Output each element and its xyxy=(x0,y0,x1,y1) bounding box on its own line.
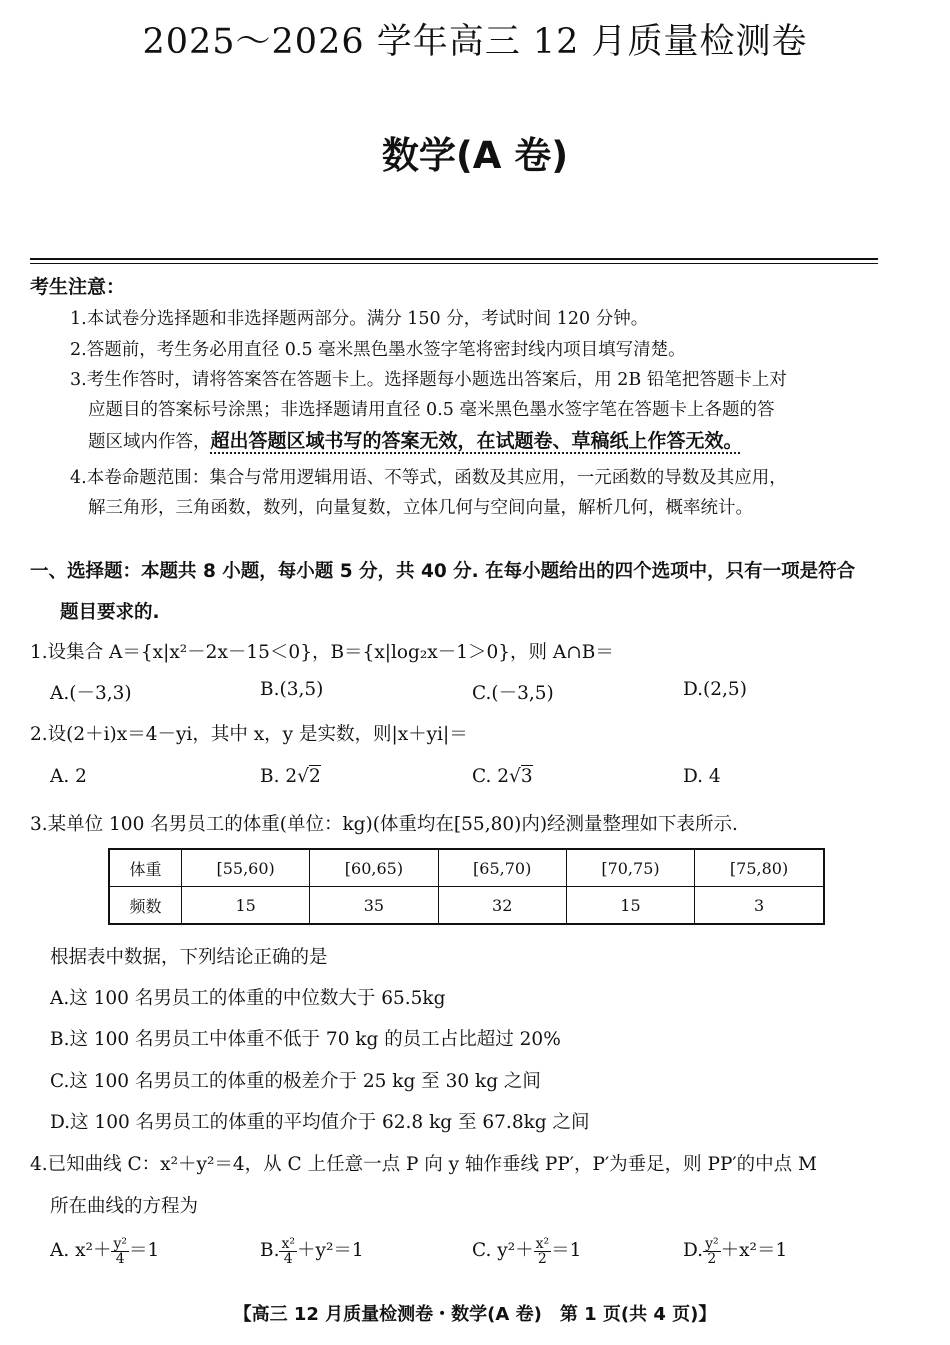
table-cell: 3 xyxy=(695,887,824,925)
table-cell: 15 xyxy=(182,887,310,925)
denominator: 2 xyxy=(537,1250,547,1267)
question-3-prompt: 根据表中数据，下列结论正确的是 xyxy=(50,947,328,968)
fraction xyxy=(703,1237,721,1266)
q2-c-radicand: 3 xyxy=(520,766,533,787)
q2-option-d: D. 4 xyxy=(683,766,721,787)
table-cell: 32 xyxy=(438,887,566,925)
table-cell: 35 xyxy=(310,887,438,925)
table-cell: [75,80) xyxy=(695,849,824,887)
question-4-stem-cont: 所在曲线的方程为 xyxy=(50,1196,199,1217)
numerator: x² xyxy=(281,1235,295,1252)
q4-c-text: C. y²＋ xyxy=(472,1240,534,1261)
q2-b-radicand: 2 xyxy=(308,766,321,787)
notice-item: 4.本卷命题范围：集合与常用逻辑用语、不等式，函数及其应用，一元函数的导数及其应用， xyxy=(70,468,787,488)
numerator: x² xyxy=(535,1235,550,1252)
section-heading: 题目要求的. xyxy=(60,602,160,623)
exam-subtitle: 数学(A 卷) xyxy=(381,134,569,177)
q4-a-text: A. x²＋ xyxy=(50,1240,112,1261)
table-cell: [65,70) xyxy=(438,849,566,887)
notice-item: 应题目的答案标号涂黑；非选择题请用直径 0.5 毫米黑色墨水签字笔在答题卡上各题的答 xyxy=(88,400,775,420)
notice-item: 1.本试卷分选择题和非选择题两部分。满分 150 分，考试时间 120 分钟。 xyxy=(70,309,649,329)
notice-emphasis: 超出答题区域书写的答案无效，在试题卷、草稿纸上作答无效。 xyxy=(210,430,743,452)
table-cell: [55,60) xyxy=(182,849,310,887)
notice-item: 3.考生作答时，请将答案答在答题卡上。选择题每小题选出答案后，用 2B 铅笔把答题卡上对 xyxy=(70,370,787,390)
q4-option-a xyxy=(50,1236,159,1266)
table-row xyxy=(109,887,824,925)
table-row xyxy=(109,849,824,887)
q4-b-text: B. xyxy=(260,1240,280,1261)
q3-option-b: B.这 100 名男员工中体重不低于 70 kg 的员工占比超过 20% xyxy=(50,1029,561,1050)
q4-b-text: ＋y²＝1 xyxy=(297,1240,364,1261)
sqrt-sign: √ xyxy=(509,766,521,787)
question-4-stem: 4.已知曲线 C：x²＋y²＝4，从 C 上任意一点 P 向 y 轴作垂线 PP′，P′为垂足，则 PP′的中点 M xyxy=(30,1154,817,1175)
fraction xyxy=(279,1237,297,1266)
q4-d-text: D. xyxy=(683,1240,704,1261)
q2-option-b xyxy=(260,766,321,787)
notice-heading: 考生注意： xyxy=(30,276,126,298)
question-2-stem: 2.设(2＋i)x＝4－yi，其中 x，y 是实数，则|x＋yi|＝ xyxy=(30,724,468,745)
fraction xyxy=(534,1237,552,1266)
question-3-stem: 3.某单位 100 名男员工的体重(单位：kg)(体重均在[55,80)内)经测量整理如下表所示. xyxy=(30,814,738,835)
q3-option-d: D.这 100 名男员工的体重的平均值介于 62.8 kg 至 67.8kg 之间 xyxy=(50,1112,590,1133)
question-1-stem: 1.设集合 A＝{x|x²－2x－15＜0}，B＝{x|log₂x－1＞0}，则 A∩B＝ xyxy=(30,642,614,663)
notice-item: 2.答题前，考生务必用直径 0.5 毫米黑色墨水签字笔将密封线内项目填写清楚。 xyxy=(70,340,686,360)
q3-option-a: A.这 100 名男员工的体重的中位数大于 65.5kg xyxy=(50,988,446,1009)
q1-option-a: A.(－3,3) xyxy=(50,683,132,704)
table-cell: 15 xyxy=(566,887,694,925)
denominator: 4 xyxy=(115,1250,125,1267)
notice-item: 解三角形，三角函数，数列，向量复数，立体几何与空间向量，解析几何，概率统计。 xyxy=(88,498,753,518)
q4-a-text: ＝1 xyxy=(129,1240,160,1261)
denominator: 4 xyxy=(283,1250,293,1267)
q4-option-c xyxy=(472,1236,581,1266)
weight-table xyxy=(108,848,825,925)
notice-text: 题区域内作答， xyxy=(88,432,211,452)
q2-option-c xyxy=(472,766,533,787)
numerator: y² xyxy=(113,1235,128,1252)
denominator: 2 xyxy=(707,1250,717,1267)
q2-c-coef: C. 2 xyxy=(472,766,510,787)
table-cell: 体重 xyxy=(109,849,182,887)
sqrt-sign: √ xyxy=(297,766,309,787)
exam-title: 2025～2026 学年高三 12 月质量检测卷 xyxy=(142,22,808,62)
q4-option-d xyxy=(683,1236,787,1266)
divider-line xyxy=(30,258,878,260)
q1-option-b: B.(3,5) xyxy=(260,679,324,700)
numerator: y² xyxy=(705,1235,719,1252)
fraction xyxy=(111,1237,129,1266)
section-heading: 一、选择题：本题共 8 小题，每小题 5 分，共 40 分. 在每小题给出的四个选项中，只有一项是符合 xyxy=(30,561,856,582)
q4-d-text: ＋x²＝1 xyxy=(720,1240,788,1261)
q2-b-coef: B. 2 xyxy=(260,766,298,787)
q3-option-c: C.这 100 名男员工的体重的极差介于 25 kg 至 30 kg 之间 xyxy=(50,1071,541,1092)
q2-option-a: A. 2 xyxy=(50,766,87,787)
table-cell: [70,75) xyxy=(566,849,694,887)
q4-c-text: ＝1 xyxy=(551,1240,582,1261)
notice-item xyxy=(88,426,743,453)
q4-option-b xyxy=(260,1236,364,1266)
page-footer: 【高三 12 月质量检测卷・数学(A 卷) 第 1 页(共 4 页)】 xyxy=(233,1304,717,1325)
q1-option-c: C.(－3,5) xyxy=(472,683,554,704)
table-cell: 频数 xyxy=(109,887,182,925)
divider-line xyxy=(30,263,878,264)
q1-option-d: D.(2,5) xyxy=(683,679,747,700)
table-cell: [60,65) xyxy=(310,849,438,887)
